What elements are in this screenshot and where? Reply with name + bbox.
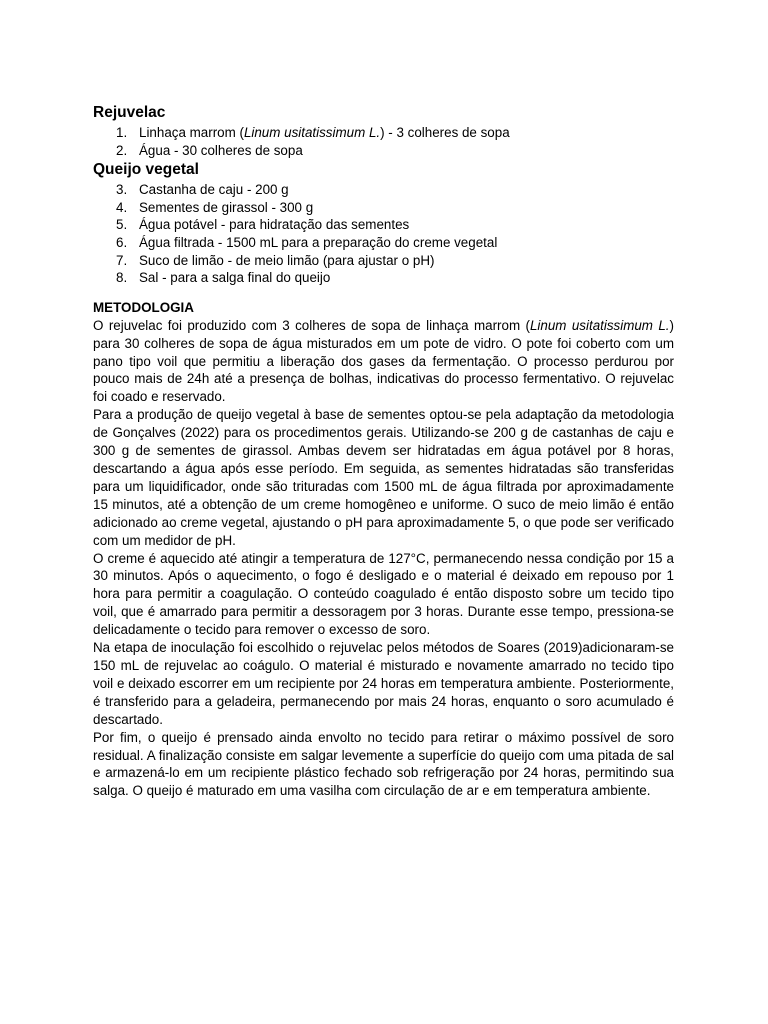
list-item-text: Sal - para a salga final do queijo bbox=[139, 270, 331, 286]
rejuvelac-ingredient-list bbox=[93, 124, 674, 159]
list-item-number: 8. bbox=[116, 270, 128, 286]
scientific-name: Linum usitatissimum L. bbox=[529, 317, 670, 333]
list-item-number: 5. bbox=[116, 217, 128, 233]
paragraph-text: ) para 30 colheres de sopa de água misturados em um pote de vidro. O pote foi coberto com um pano tipo voil que permitiu a liberação dos gases da fermentação. O processo perdurou por pouco mais de 24h até a presença de bolhas, indicativas do processo fermentativo. O rejuvelac foi coado e reservado. bbox=[93, 317, 674, 405]
methodology-paragraph-2: Para a produção de queijo vegetal à base de sementes optou-se pela adaptação da metodologia de Gonçalves (2022) para os procedimentos gerais. Utilizando-se 200 g de castanhas de caju e 300 g de sementes de girassol. Ambas devem ser hidratadas em água potável por 8 horas, descartando a água após esse período. Em seguida, as sementes hidratadas são transferidas para um liquidificador, onde são trituradas com 1500 mL de água filtrada por aproximadamente 15 minutos, até a obtenção de um creme homogêneo e uniforme. O suco de meio limão é então adicionado ao creme vegetal, ajustando o pH para aproximadamente 5, o que pode ser verificado com um medidor de pH. bbox=[93, 407, 674, 548]
list-item-number: 1. bbox=[116, 125, 128, 140]
list-item-number: 6. bbox=[116, 234, 128, 250]
list-item-text: Suco de limão - de meio limão (para ajustar o pH) bbox=[139, 252, 435, 268]
list-item bbox=[93, 124, 674, 142]
list-item-number: 7. bbox=[116, 252, 128, 268]
list-item-text: Linhaça marrom ( bbox=[139, 125, 244, 140]
list-item-text: ) - 3 colheres de sopa bbox=[380, 125, 510, 140]
list-item bbox=[93, 142, 674, 160]
list-item-text: Água filtrada - 1500 mL para a preparação do creme vegetal bbox=[139, 234, 498, 250]
methodology-heading: METODOLOGIA bbox=[93, 299, 194, 315]
list-item-text: Água - 30 colheres de sopa bbox=[139, 142, 303, 158]
scientific-name: Linum usitatissimum L. bbox=[243, 125, 381, 140]
queijo-vegetal-heading: Queijo vegetal bbox=[93, 161, 199, 179]
methodology-paragraph-1 bbox=[93, 317, 674, 407]
list-item bbox=[93, 199, 674, 217]
list-item bbox=[93, 269, 674, 287]
queijo-ingredient-list bbox=[93, 181, 674, 287]
methodology-paragraph-3: O creme é aquecido até atingir a temperatura de 127°C, permanecendo nessa condição por 15 a 30 minutos. Após o aquecimento, o fogo é desligado e o material é deixado em repouso por 1 hora para permitir a coagulação. O conteúdo coagulado é então disposto sobre um tecido tipo voil, que é amarrado para permitir a dessoragem por 3 horas. Durante esse tempo, pressiona-se delicadamente o tecido para remover o excesso de soro. bbox=[93, 550, 674, 638]
list-item-text: Sementes de girassol - 300 g bbox=[139, 199, 314, 215]
list-item-number: 2. bbox=[116, 142, 128, 158]
methodology-paragraph-4: Na etapa de inoculação foi escolhido o rejuvelac pelos métodos de Soares (2019)adicionaram-se 150 mL de rejuvelac ao coágulo. O material é misturado e novamente amarrado no tecido tipo voil e deixado escorrer em um recipiente por 24 horas em temperatura ambiente. Posteriormente, é transferido para a geladeira, permanecendo por mais 24 horas, enquanto o soro acumulado é descartado. bbox=[93, 640, 674, 727]
list-item-text: Castanha de caju - 200 g bbox=[139, 182, 289, 198]
list-item-number: 4. bbox=[116, 199, 128, 215]
methodology-paragraph-5: Por fim, o queijo é prensado ainda envolto no tecido para retirar o máximo possível de soro residual. A finalização consiste em salgar levemente a superfície do queijo com uma pitada de sal e armazená-lo em um recipiente plástico fechado sob refrigeração por 24 horas, permitindo sua salga. O queijo é maturado em uma vasilha com circulação de ar e em temperatura ambiente. bbox=[93, 729, 674, 799]
list-item-number: 3. bbox=[116, 182, 128, 198]
list-item-text: Água potável - para hidratação das sementes bbox=[139, 217, 410, 233]
list-item bbox=[93, 252, 674, 270]
list-item bbox=[93, 234, 674, 252]
list-item bbox=[93, 216, 674, 234]
paragraph-text: O rejuvelac foi produzido com 3 colheres de sopa de linhaça marrom ( bbox=[93, 317, 530, 333]
list-item bbox=[93, 181, 674, 199]
rejuvelac-heading: Rejuvelac bbox=[93, 104, 166, 121]
